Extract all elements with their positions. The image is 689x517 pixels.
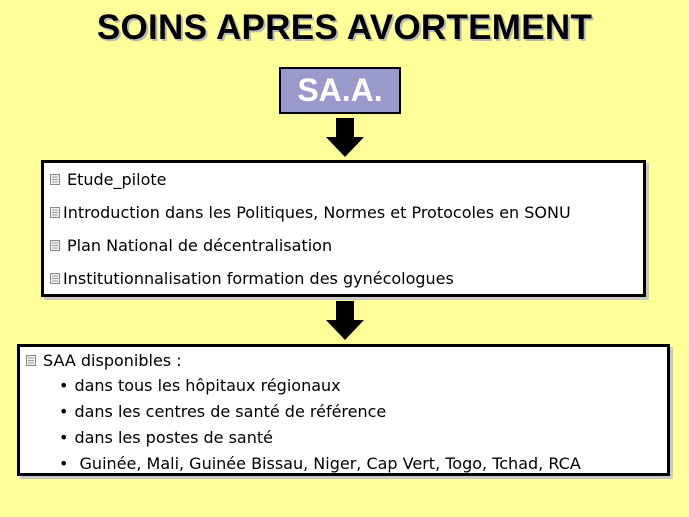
document-bullet-icon (26, 355, 36, 366)
list-item-label: Introduction dans les Politiques, Normes et Protocoles en SONU (63, 203, 571, 222)
availability-heading-label: SAA disponibles : (43, 351, 182, 370)
document-bullet-icon (50, 174, 60, 185)
down-arrow-icon (325, 301, 365, 341)
availability-heading (26, 351, 182, 370)
steps-box (41, 160, 646, 297)
availability-box (17, 344, 670, 476)
page-title: SOINS APRES AVORTEMENT (96, 8, 593, 47)
list-item-label: dans les centres de santé de référence (74, 402, 387, 421)
list-item-label: Guinée, Mali, Guinée Bissau, Niger, Cap Vert, Togo, Tchad, RCA (74, 454, 581, 473)
list-item (50, 269, 454, 288)
list-item (50, 203, 571, 222)
acronym-label: SA.A. (297, 72, 383, 108)
list-item (59, 376, 341, 395)
list-item-label: Institutionnalisation formation des gynécologues (63, 269, 454, 288)
acronym-box (279, 67, 401, 114)
bullet-dot-icon: • (59, 376, 69, 395)
list-item (59, 428, 273, 447)
list-item-label: dans les postes de santé (74, 428, 273, 447)
list-item-label: dans tous les hôpitaux régionaux (74, 376, 341, 395)
down-arrow-icon (325, 118, 365, 158)
document-bullet-icon (50, 240, 60, 251)
bullet-dot-icon: • (59, 402, 69, 421)
list-item (50, 236, 332, 255)
list-item (59, 402, 386, 421)
bullet-dot-icon: • (59, 428, 69, 447)
list-item (59, 454, 581, 473)
list-item-label: Plan National de décentralisation (67, 236, 333, 255)
document-bullet-icon (50, 207, 60, 218)
document-bullet-icon (50, 273, 60, 284)
list-item-label: Etude_pilote (67, 170, 167, 189)
bullet-dot-icon: • (59, 454, 69, 473)
list-item (50, 170, 166, 189)
